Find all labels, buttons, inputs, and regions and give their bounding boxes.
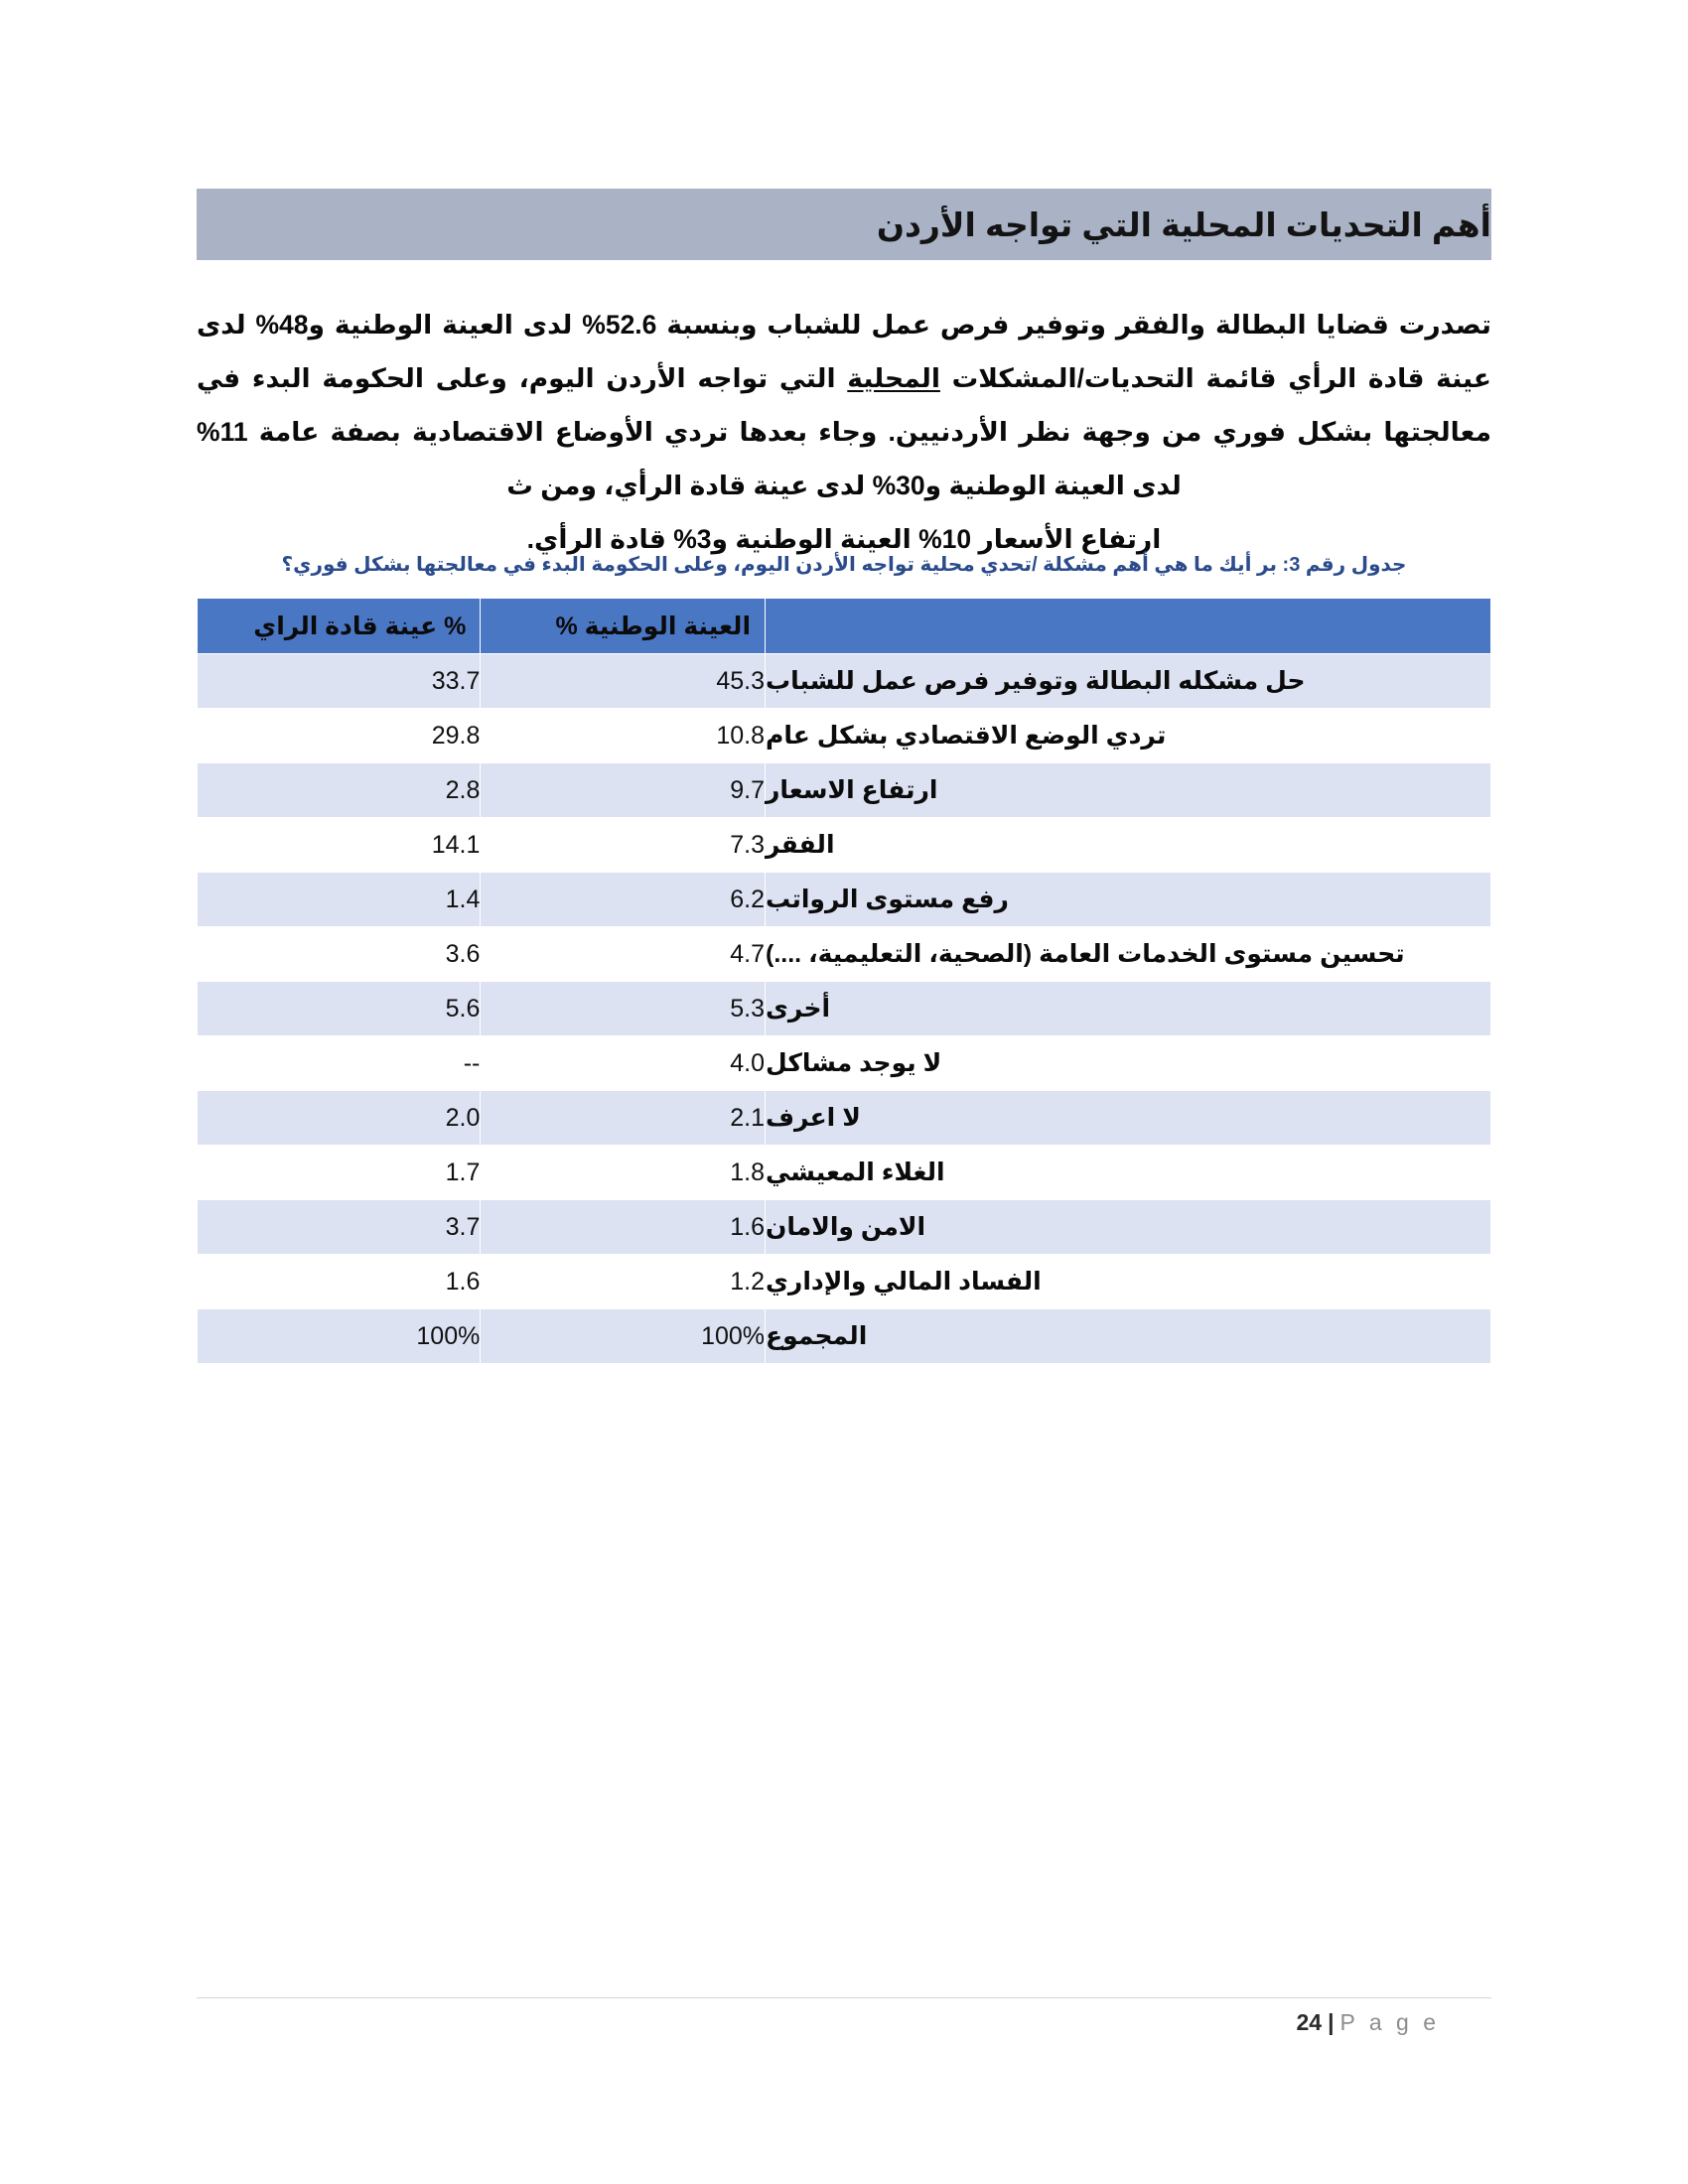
table-row [198,1146,1491,1200]
cell-national-sample-value [481,1036,766,1091]
value-text: 10.8 [716,721,766,750]
cell-national-sample-value [481,654,766,709]
value-text: 1.2 [730,1267,766,1296]
cell-challenge-label: المجموع [766,1309,1491,1364]
table-row [198,818,1491,873]
paragraph-last-line: ارتفاع الأسعار 10% العينة الوطنية و3% قادة الرأي. [526,524,1162,554]
table-row [198,1200,1491,1255]
body-text-block [197,298,1491,566]
page-footer [197,2009,1491,2036]
paragraph-underlined-term: المحلية [847,363,940,393]
cell-opinion-leaders-value [198,709,481,763]
paragraph-segment-1: تصدرت قضايا البطالة والفقر وتوفير فرص عمل للشباب وبنسبة 52.6% لدى العينة الوطنية و48% لدى عينة قادة الرأي قائمة التحديات/المشكلات [197,310,1491,393]
table-row [198,654,1491,709]
cell-national-sample-value [481,763,766,818]
value-text: 1.6 [730,1212,766,1241]
value-text: 45.3 [716,666,766,695]
table-row [198,927,1491,982]
value-text: 1.7 [445,1158,481,1186]
value-text: 100% [701,1321,766,1350]
column-header-opinion-leaders: % عينة قادة الراي [198,599,481,654]
cell-national-sample-value [481,873,766,927]
value-text: 5.3 [730,994,766,1023]
table-row [198,982,1491,1036]
body-paragraph [197,298,1491,512]
table-row [198,1091,1491,1146]
cell-opinion-leaders-value [198,763,481,818]
section-header-band [197,189,1491,260]
cell-challenge-label: ارتفاع الاسعار [766,763,1491,818]
value-text: 2.1 [730,1103,766,1132]
value-text: -- [463,1048,481,1077]
cell-opinion-leaders-value [198,1200,481,1255]
table-row [198,709,1491,763]
cell-opinion-leaders-value [198,1036,481,1091]
cell-opinion-leaders-value [198,1255,481,1309]
value-text: 2.0 [445,1103,481,1132]
cell-national-sample-value [481,818,766,873]
value-text: 2.8 [445,775,481,804]
table-head [198,599,1491,654]
table-row [198,1255,1491,1309]
cell-opinion-leaders-value [198,927,481,982]
value-text: 4.7 [730,939,766,968]
value-text: 33.7 [431,666,481,695]
cell-challenge-label: لا اعرف [766,1091,1491,1146]
footer-page-number: 24 [1296,2009,1323,2035]
cell-challenge-label: الفقر [766,818,1491,873]
cell-national-sample-value [481,1091,766,1146]
column-header-national-sample: العينة الوطنية % [481,599,766,654]
table-header-row [198,599,1491,654]
cell-opinion-leaders-value [198,1091,481,1146]
cell-challenge-label: الفساد المالي والإداري [766,1255,1491,1309]
cell-challenge-label: الغلاء المعيشي [766,1146,1491,1200]
cell-opinion-leaders-value [198,654,481,709]
cell-opinion-leaders-value [198,1309,481,1364]
table-row [198,1036,1491,1091]
value-text: 100% [416,1321,481,1350]
value-text: 1.6 [445,1267,481,1296]
footer-page-word: P a g e [1339,2009,1440,2035]
value-text: 1.8 [730,1158,766,1186]
table-caption: جدول رقم 3: بر أيك ما هي أهم مشكلة /تحدي محلية تواجه الأردن اليوم، وعلى الحكومة البدء في معالجتها بشكل فوري؟ [281,554,1407,576]
cell-opinion-leaders-value [198,1146,481,1200]
table-body [198,654,1491,1364]
cell-challenge-label: تحسين مستوى الخدمات العامة (الصحية، التعليمية، ....) [766,927,1491,982]
cell-opinion-leaders-value [198,873,481,927]
cell-national-sample-value [481,1200,766,1255]
cell-national-sample-value [481,709,766,763]
cell-national-sample-value [481,1146,766,1200]
value-text: 1.4 [445,885,481,913]
value-text: 5.6 [445,994,481,1023]
cell-national-sample-value [481,927,766,982]
cell-national-sample-value [481,982,766,1036]
table-row [198,1309,1491,1364]
cell-challenge-label: حل مشكله البطالة وتوفير فرص عمل للشباب [766,654,1491,709]
cell-national-sample-value [481,1255,766,1309]
value-text: 3.6 [445,939,481,968]
footer-divider [197,1997,1491,1998]
cell-national-sample-value [481,1309,766,1364]
page-title: أهم التحديات المحلية التي تواجه الأردن [876,205,1491,243]
data-table-container [197,598,1491,1364]
paragraph-segment-2: التي تواجه الأردن اليوم، وعلى الحكومة البدء في معالجتها بشكل فوري من وجهة نظر الأردنيين. وجاء بعدها تردي الأوضاع الاقتصادية بصفة عامة 11% لدى العينة الوطنية و30% لدى عينة قادة الرأي، ومن ث [197,363,1491,500]
value-text: 9.7 [730,775,766,804]
cell-challenge-label: الامن والامان [766,1200,1491,1255]
cell-challenge-label: تردي الوضع الاقتصادي بشكل عام [766,709,1491,763]
value-text: 3.7 [445,1212,481,1241]
table-row [198,763,1491,818]
value-text: 6.2 [730,885,766,913]
value-text: 7.3 [730,830,766,859]
cell-challenge-label: لا يوجد مشاكل [766,1036,1491,1091]
cell-opinion-leaders-value [198,818,481,873]
challenges-table [197,598,1491,1364]
footer-separator: | [1328,2009,1335,2035]
cell-challenge-label: أخرى [766,982,1491,1036]
column-header-label [766,599,1491,654]
value-text: 14.1 [431,830,481,859]
value-text: 29.8 [431,721,481,750]
cell-challenge-label: رفع مستوى الرواتب [766,873,1491,927]
value-text: 4.0 [730,1048,766,1077]
cell-opinion-leaders-value [198,982,481,1036]
table-row [198,873,1491,927]
